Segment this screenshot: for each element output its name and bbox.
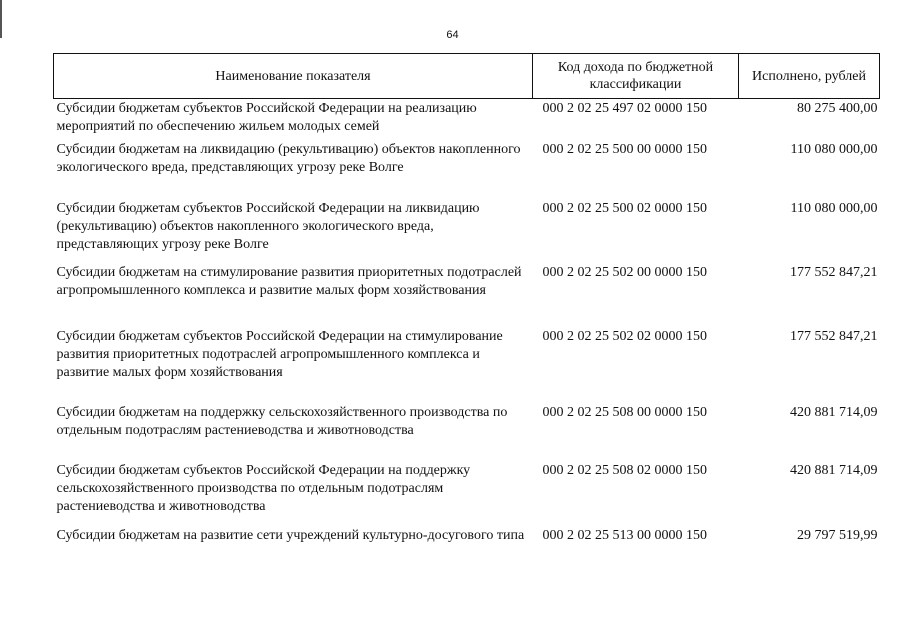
header-executed-sum: Исполнено, рублей <box>739 54 880 99</box>
indicator-name-cell: Субсидии бюджетам на поддержку сельскохозяйственного производства по отдельным подотраслям растениеводства и животноводства <box>56 405 508 438</box>
revenue-code-cell: 000 2 02 25 513 00 0000 150 <box>542 528 707 543</box>
indicator-name-cell: Субсидии бюджетам субъектов Российской Федерации на стимулирование развития приоритетных подотраслей агропромышленного комплекса и развитие малых форм хозяйствования <box>56 329 503 380</box>
indicator-name-cell: Субсидии бюджетам субъектов Российской Федерации на поддержку сельскохозяйственного производства по отдельным подотраслям растениеводства и животноводства <box>56 463 471 514</box>
table-row <box>54 99 880 141</box>
indicator-name-cell: Субсидии бюджетам на развитие сети учреждений культурно-досугового типа <box>56 528 525 543</box>
revenue-code-cell: 000 2 02 25 502 02 0000 150 <box>542 329 707 344</box>
executed-sum-cell: 80 275 400,00 <box>797 101 878 116</box>
executed-sum-cell: 29 797 519,99 <box>797 528 878 543</box>
revenue-code-cell: 000 2 02 25 502 00 0000 150 <box>542 265 707 280</box>
indicator-name-cell: Субсидии бюджетам субъектов Российской Федерации на ликвидацию (рекультивацию) объектов накопленного экологического вреда, представляющих угрозу реке Волге <box>56 201 480 252</box>
indicator-name-cell: Субсидии бюджетам на стимулирование развития приоритетных подотраслей агропромышленного комплекса и развитие малых форм хозяйствования <box>56 265 522 298</box>
page-number: 64 <box>446 29 459 41</box>
indicator-name-cell: Субсидии бюджетам субъектов Российской Федерации на реализацию мероприятий по обеспечению жильем молодых семей <box>56 101 477 134</box>
table-row <box>54 140 880 200</box>
executed-sum-cell: 177 552 847,21 <box>790 265 878 280</box>
table-row <box>54 527 880 567</box>
table-header-row <box>54 54 880 99</box>
table-row <box>54 328 880 404</box>
revenue-code-cell: 000 2 02 25 508 02 0000 150 <box>542 463 707 478</box>
revenue-code-cell: 000 2 02 25 497 02 0000 150 <box>542 101 707 116</box>
executed-sum-cell: 420 881 714,09 <box>790 463 878 478</box>
revenue-code-cell: 000 2 02 25 508 00 0000 150 <box>542 405 707 420</box>
revenue-code-cell: 000 2 02 25 500 02 0000 150 <box>542 201 707 216</box>
table-row <box>54 200 880 264</box>
table-row <box>54 404 880 462</box>
revenue-table-container <box>53 53 879 567</box>
header-revenue-code: Код дохода по бюджетной классификации <box>533 54 739 99</box>
header-indicator-name: Наименование показателя <box>54 54 533 99</box>
table-row <box>54 462 880 527</box>
revenue-code-cell: 000 2 02 25 500 00 0000 150 <box>542 142 707 157</box>
table-row <box>54 264 880 328</box>
executed-sum-cell: 177 552 847,21 <box>790 329 878 344</box>
revenue-table <box>53 53 880 567</box>
executed-sum-cell: 110 080 000,00 <box>790 142 878 157</box>
executed-sum-cell: 110 080 000,00 <box>790 201 878 216</box>
executed-sum-cell: 420 881 714,09 <box>790 405 878 420</box>
indicator-name-cell: Субсидии бюджетам на ликвидацию (рекультивацию) объектов накопленного экологического вреда, представляющих угрозу реке Волге <box>56 142 521 175</box>
